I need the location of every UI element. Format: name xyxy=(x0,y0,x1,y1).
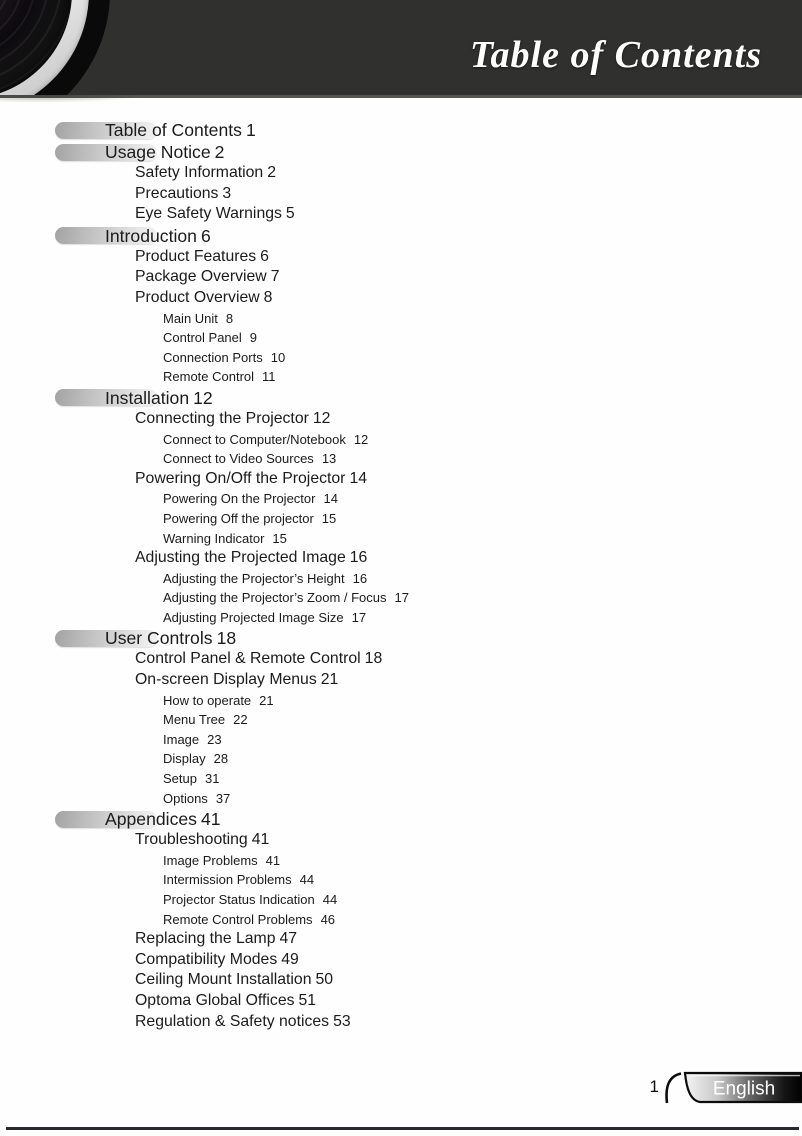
toc-entry-label: Installation xyxy=(105,387,190,408)
toc-entry-label: Precautions xyxy=(135,184,219,202)
toc-entry-label: On-screen Display Menus xyxy=(135,671,317,689)
toc-entry[interactable] xyxy=(40,789,714,809)
toc-entry-page: 13 xyxy=(322,449,714,1136)
toc-entry[interactable] xyxy=(40,141,714,163)
toc-entry[interactable] xyxy=(40,489,714,509)
toc-entry[interactable] xyxy=(40,830,714,851)
toc-entry-page: 17 xyxy=(352,608,714,1136)
toc-entry-page: 44 xyxy=(323,890,714,1136)
toc-entry[interactable] xyxy=(40,267,714,288)
toc-entry[interactable] xyxy=(40,1012,714,1033)
toc-entry-page: 14 xyxy=(323,489,714,1136)
toc-entry-label: Adjusting the Projector’s Zoom / Focus xyxy=(163,590,387,606)
toc-entry-page: 15 xyxy=(322,509,714,1136)
toc-entry[interactable] xyxy=(40,588,714,608)
toc-entry-page: 21 xyxy=(321,670,714,1136)
toc-entry-label: Safety Information xyxy=(135,164,264,181)
toc-entry-label: Usage Notice xyxy=(105,142,211,162)
toc-entry[interactable] xyxy=(40,870,714,890)
toc-entry[interactable] xyxy=(40,808,714,830)
toc-entry-label: Display xyxy=(163,751,206,767)
toc-entry-label: Replacing the Lamp xyxy=(135,930,276,948)
page-title: Table of Contents xyxy=(469,34,762,76)
toc-entry-page: 11 xyxy=(262,367,714,1136)
toc-entry-label: Main Unit xyxy=(163,310,218,326)
toc-entry-page: 2 xyxy=(267,163,714,1136)
toc-entry-label: Projector Status Indication xyxy=(163,892,315,907)
toc-entry-page: 17 xyxy=(395,588,714,1136)
toc-entry-page: 28 xyxy=(214,749,714,1136)
toc-entry[interactable] xyxy=(40,509,714,529)
toc-entry[interactable] xyxy=(40,970,714,991)
toc-entry-page: 50 xyxy=(316,970,715,1136)
toc-entry-label: Product Overview xyxy=(135,288,260,306)
toc-entry-page: 12 xyxy=(193,387,714,1136)
toc-entry[interactable] xyxy=(40,328,714,348)
toc-entry[interactable] xyxy=(40,691,714,711)
toc-entry-page: 14 xyxy=(349,469,714,1136)
toc-entry[interactable] xyxy=(40,529,714,549)
toc-entry-page: 18 xyxy=(365,649,714,1136)
toc-entry[interactable] xyxy=(40,769,714,789)
toc-entry-label: How to operate xyxy=(163,692,252,708)
toc-entry[interactable] xyxy=(40,430,714,450)
toc-entry-label: Troubleshooting xyxy=(135,831,248,849)
toc-entry-page: 7 xyxy=(271,267,714,1136)
toc-entry-page: 21 xyxy=(259,691,714,1136)
toc-entry-label: Ceiling Mount Installation xyxy=(135,971,312,989)
toc-entry[interactable] xyxy=(40,569,714,589)
toc-entry-label: Setup xyxy=(163,771,197,787)
toc-entry[interactable] xyxy=(40,409,714,430)
toc-entry[interactable] xyxy=(40,749,714,769)
toc-entry[interactable] xyxy=(40,163,714,184)
toc-entry-page: 41 xyxy=(252,830,714,1136)
page-header xyxy=(0,0,802,98)
projector-lens-image xyxy=(0,0,110,98)
toc-entry[interactable] xyxy=(40,348,714,368)
lens-shadow xyxy=(0,95,170,111)
toc-entry[interactable] xyxy=(40,608,714,628)
toc-entry-page: 47 xyxy=(280,929,714,1136)
toc-entry-page: 23 xyxy=(207,730,714,1136)
toc-entry-label: Powering On the Projector xyxy=(163,491,316,507)
toc-entry-label: Connect to Computer/Notebook xyxy=(163,431,346,447)
toc-entry-label: Image Problems xyxy=(163,852,258,868)
toc-entry-page: 8 xyxy=(226,309,714,1136)
toc-entry-label: Appendices xyxy=(105,809,197,830)
toc-entry-page: 37 xyxy=(216,789,714,1136)
toc-entry-label: Intermission Problems xyxy=(163,872,292,888)
toc-entry-page: 10 xyxy=(271,348,714,1136)
toc-entry[interactable] xyxy=(40,204,714,225)
toc-entry[interactable] xyxy=(40,469,714,490)
toc-entry-label: Warning Indicator xyxy=(163,530,265,546)
toc-entry-page: 15 xyxy=(272,529,714,1136)
toc-entry-page: 51 xyxy=(299,991,714,1136)
toc-entry[interactable] xyxy=(40,247,714,268)
toc-entry-page: 31 xyxy=(205,769,714,1136)
toc-entry-page: 16 xyxy=(350,548,714,1136)
toc-entry[interactable] xyxy=(40,929,714,950)
toc-entry-page: 2 xyxy=(215,141,714,1136)
toc-entry-page: 12 xyxy=(313,409,714,1136)
toc-entry-label: Optoma Global Offices xyxy=(135,991,295,1009)
toc-entry[interactable] xyxy=(40,910,714,930)
toc-entry-page: 6 xyxy=(201,225,714,1136)
toc-entry-page: 8 xyxy=(264,288,714,1136)
toc-entry-page: 1 xyxy=(246,119,714,1136)
toc-entry-page: 18 xyxy=(217,627,714,1136)
toc-entry[interactable] xyxy=(40,309,714,329)
toc-entry[interactable] xyxy=(40,627,714,649)
toc-entry-label: Connecting the Projector xyxy=(135,409,309,427)
language-label: English xyxy=(712,1078,776,1100)
toc-entry-page: 41 xyxy=(266,851,714,1136)
toc-entry-label: Remote Control Problems xyxy=(163,911,313,927)
toc-entry-label: Options xyxy=(163,790,208,806)
toc-entry-label: Adjusting the Projected Image xyxy=(135,549,346,567)
toc-entry-page: 22 xyxy=(233,710,714,1136)
toc-entry-page: 46 xyxy=(321,910,714,1136)
toc-entry-label: Adjusting Projected Image Size xyxy=(163,609,344,625)
toc-entry-label: Remote Control xyxy=(163,369,255,385)
tab-hook-curve xyxy=(667,1074,681,1104)
toc-entry-label: Menu Tree xyxy=(163,712,226,728)
toc-entry-label: Connect to Video Sources xyxy=(163,451,314,467)
toc-entry-page: 3 xyxy=(222,184,714,1136)
toc-entry-label: Control Panel xyxy=(163,330,242,346)
toc-entry[interactable] xyxy=(40,119,714,141)
toc-entry[interactable] xyxy=(40,851,714,871)
toc-entry[interactable] xyxy=(40,890,714,910)
toc-entry-page: 5 xyxy=(286,204,714,1136)
toc-entry[interactable] xyxy=(40,288,714,309)
toc-entry[interactable] xyxy=(40,387,714,409)
toc-entry[interactable] xyxy=(40,710,714,730)
toc-entry-page: 49 xyxy=(281,950,714,1136)
toc-entry-label: Regulation & Safety notices xyxy=(135,1012,330,1030)
toc-entry-page: 12 xyxy=(354,430,714,1136)
toc-entry[interactable] xyxy=(40,449,714,469)
toc-entry-page: 44 xyxy=(300,870,714,1136)
toc-entry-label: Control Panel & Remote Control xyxy=(135,650,361,668)
toc-entry-label: User Controls xyxy=(105,628,213,649)
toc-entry-label: Package Overview xyxy=(135,268,267,286)
toc-entry-page: 41 xyxy=(201,808,714,1136)
toc-entry[interactable] xyxy=(40,991,714,1012)
toc-entry-label: Powering Off the projector xyxy=(163,510,314,526)
toc-entry-label: Connection Ports xyxy=(163,349,263,365)
toc-entry-label: Adjusting the Projector’s Height xyxy=(163,570,345,586)
toc-entry[interactable] xyxy=(40,670,714,691)
bottom-rule xyxy=(6,1127,799,1130)
toc-entry-label: Compatibility Modes xyxy=(135,950,278,968)
toc-entry-label: Eye Safety Warnings xyxy=(135,205,282,223)
toc-entry-label: Powering On/Off the Projector xyxy=(135,469,346,487)
page-number: 1 xyxy=(649,1077,659,1096)
toc-entry-label: Product Features xyxy=(135,247,257,265)
toc-entry-label: Image xyxy=(163,731,200,747)
toc-entry[interactable] xyxy=(40,225,714,247)
toc-entry[interactable] xyxy=(40,184,714,205)
toc-entry[interactable] xyxy=(40,367,714,387)
toc-entry[interactable] xyxy=(40,950,714,971)
toc-entry[interactable] xyxy=(40,730,714,750)
toc-entry-page: 6 xyxy=(260,247,714,1136)
toc-entry-page: 16 xyxy=(353,569,714,1136)
toc-entry-page: 9 xyxy=(250,328,714,1136)
language-tab xyxy=(649,1071,802,1105)
toc-entry-label: Table of Contents xyxy=(105,120,242,140)
toc-entry-label: Introduction xyxy=(105,225,197,246)
toc-entry-page: 53 xyxy=(333,1012,714,1136)
toc-entry[interactable] xyxy=(40,548,714,569)
toc-entry[interactable] xyxy=(40,649,714,670)
table-of-contents xyxy=(40,119,714,1032)
